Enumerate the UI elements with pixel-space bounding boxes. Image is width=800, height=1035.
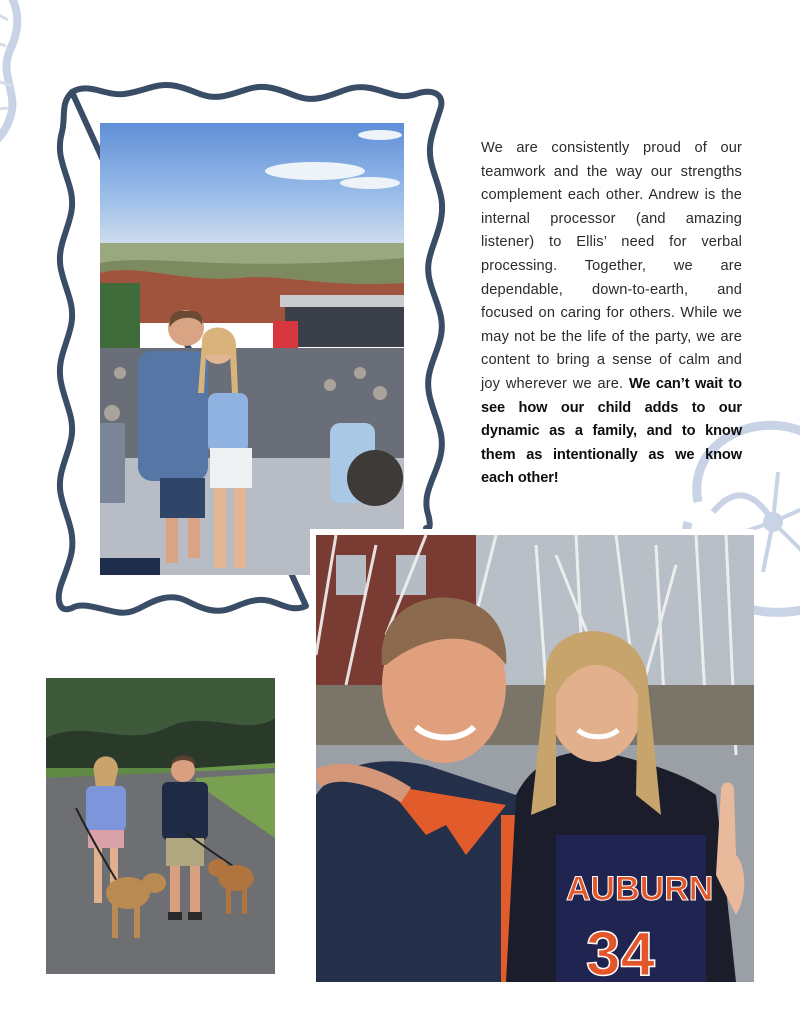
page-body-paragraph bbox=[481, 137, 742, 491]
paragraph-bold-closing: We can’t wait to see how our child adds to our dynamic as a family, and to know them as intentionally as we know each other! bbox=[481, 375, 742, 487]
floral-decoration-top-left bbox=[0, 0, 30, 150]
photo-auburn-selfie bbox=[310, 529, 754, 982]
stage-sign bbox=[273, 321, 298, 349]
jersey-number: 34 bbox=[586, 920, 655, 982]
paragraph-regular: We are consistently proud of our teamwork and the way our strengths complement each other. Andrew is the internal processor (and amazing listener) to Ellis’ need for verbal processing. Together, we are dependable, down-to-earth, and focused on caring for others. While we may not be the life of the party, we are content to bring a sense of calm and joy wherever we are. bbox=[481, 140, 742, 392]
photo-concert-couple bbox=[100, 123, 404, 575]
photo-dog-walk bbox=[46, 678, 275, 974]
jersey-text: AUBURN bbox=[566, 870, 714, 908]
